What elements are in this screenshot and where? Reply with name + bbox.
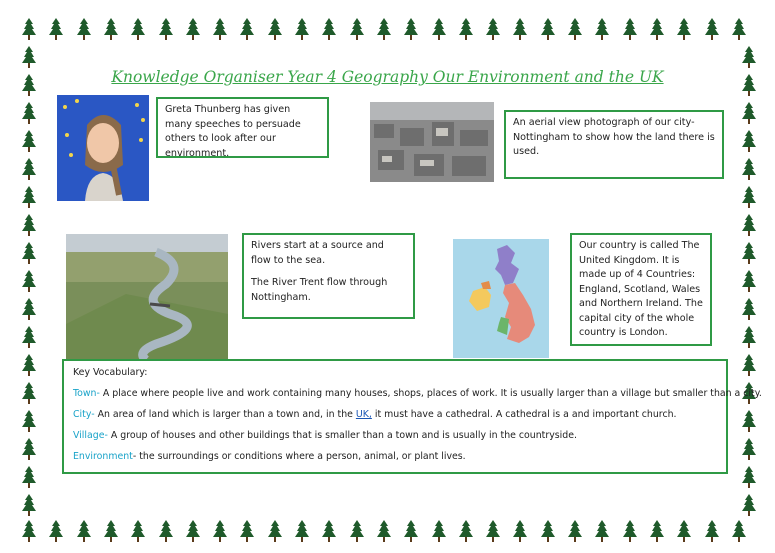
pine-tree-icon: [213, 18, 227, 40]
pine-tree-icon: [377, 520, 391, 542]
page-title: Knowledge Organiser Year 4 Geography Our Environment and the UK: [111, 68, 664, 86]
nottingham-info-box: [504, 110, 724, 179]
pine-tree-icon: [742, 214, 756, 236]
pine-tree-icon: [404, 18, 418, 40]
pine-tree-icon: [513, 520, 527, 542]
uk-link[interactable]: UK,: [355, 409, 372, 420]
vocab-city-def-a: An area of land which is larger than a town and, in the: [94, 409, 356, 420]
pine-tree-icon: [22, 466, 36, 488]
pine-tree-icon: [513, 18, 527, 40]
pine-tree-icon: [22, 354, 36, 376]
vocab-city-def-b: it must have a cathedral. A cathedral is a and important church.: [371, 409, 677, 420]
pine-tree-icon: [459, 18, 473, 40]
pine-tree-icon: [742, 466, 756, 488]
vocab-town-term: Town-: [73, 388, 100, 399]
greta-info-box: [156, 97, 329, 158]
pine-tree-icon: [22, 130, 36, 152]
pine-tree-icon: [486, 520, 500, 542]
greta-photo: [57, 95, 149, 201]
pine-tree-icon: [705, 18, 719, 40]
nottingham-text: An aerial view photograph of our city- Nottingham to show how the land there is used.: [513, 117, 715, 157]
pine-tree-icon: [742, 270, 756, 292]
country-info-box: [570, 233, 712, 346]
vocab-city-term: City-: [73, 409, 95, 420]
vocab-village-term: Village-: [73, 430, 108, 441]
river-trent-photo: [66, 234, 228, 360]
pine-tree-icon: [22, 242, 36, 264]
pine-tree-icon: [350, 520, 364, 542]
pine-tree-icon: [623, 18, 637, 40]
pine-tree-icon: [240, 18, 254, 40]
rivers-line-1: Rivers start at a source and flow to the sea.: [251, 240, 384, 266]
pine-tree-icon: [22, 382, 36, 404]
pine-tree-icon: [22, 18, 36, 40]
pine-tree-icon: [322, 520, 336, 542]
pine-tree-icon: [742, 130, 756, 152]
pine-tree-icon: [104, 520, 118, 542]
pine-tree-icon: [677, 18, 691, 40]
pine-tree-icon: [742, 326, 756, 348]
pine-tree-icon: [742, 438, 756, 460]
vocab-town-def: A place where people live and work containing many houses, shops, places of work. It is usually larger than a village but smaller than a city.: [99, 388, 762, 399]
pine-tree-icon: [732, 18, 746, 40]
pine-tree-icon: [186, 18, 200, 40]
pine-tree-icon: [623, 520, 637, 542]
pine-tree-icon: [541, 520, 555, 542]
pine-tree-icon: [322, 18, 336, 40]
pine-tree-icon: [432, 18, 446, 40]
pine-tree-icon: [22, 214, 36, 236]
pine-tree-icon: [268, 520, 282, 542]
pine-tree-icon: [22, 298, 36, 320]
pine-tree-icon: [22, 326, 36, 348]
pine-tree-icon: [49, 520, 63, 542]
pine-tree-icon: [705, 520, 719, 542]
pine-tree-icon: [732, 520, 746, 542]
pine-tree-icon: [22, 186, 36, 208]
pine-tree-icon: [486, 18, 500, 40]
pine-tree-icon: [131, 18, 145, 40]
pine-tree-icon: [742, 102, 756, 124]
vocab-environment-term: Environment: [73, 451, 133, 462]
pine-tree-icon: [350, 18, 364, 40]
pine-tree-icon: [131, 520, 145, 542]
pine-tree-icon: [22, 494, 36, 516]
vocab-heading: Key Vocabulary:: [73, 367, 148, 378]
pine-tree-icon: [22, 158, 36, 180]
pine-tree-icon: [22, 520, 36, 542]
vocab-village-def: A group of houses and other buildings that is smaller than a town and is usually in the countryside.: [107, 430, 577, 441]
pine-tree-icon: [186, 520, 200, 542]
pine-tree-icon: [104, 18, 118, 40]
greta-text: Greta Thunberg has given many speeches to persuade others to look after our environment.: [165, 104, 301, 159]
pine-tree-icon: [432, 520, 446, 542]
rivers-line-2: The River Trent flow through Nottingham.: [251, 277, 388, 303]
pine-tree-icon: [650, 18, 664, 40]
pine-tree-icon: [295, 520, 309, 542]
vocab-city: [73, 408, 717, 421]
vocab-environment: [73, 450, 717, 463]
vocab-town: [73, 387, 762, 400]
pine-tree-icon: [742, 158, 756, 180]
pine-tree-icon: [295, 18, 309, 40]
pine-tree-icon: [404, 520, 418, 542]
pine-tree-icon: [77, 520, 91, 542]
pine-tree-icon: [568, 520, 582, 542]
pine-tree-icon: [742, 410, 756, 432]
pine-tree-icon: [22, 410, 36, 432]
pine-tree-icon: [22, 102, 36, 124]
pine-tree-icon: [77, 18, 91, 40]
vocab-environment-def: - the surroundings or conditions where a person, animal, or plant lives.: [132, 451, 466, 462]
pine-tree-icon: [541, 18, 555, 40]
pine-tree-icon: [742, 494, 756, 516]
pine-tree-icon: [22, 438, 36, 460]
pine-tree-icon: [159, 18, 173, 40]
pine-tree-icon: [22, 270, 36, 292]
pine-tree-icon: [159, 520, 173, 542]
nottingham-aerial-photo: [370, 102, 494, 182]
pine-tree-icon: [49, 18, 63, 40]
pine-tree-icon: [22, 46, 36, 68]
pine-tree-icon: [677, 520, 691, 542]
pine-tree-icon: [595, 18, 609, 40]
pine-tree-icon: [742, 354, 756, 376]
pine-tree-icon: [742, 46, 756, 68]
pine-tree-icon: [213, 520, 227, 542]
pine-tree-icon: [742, 186, 756, 208]
uk-map-image: [453, 239, 549, 358]
pine-tree-icon: [459, 520, 473, 542]
pine-tree-icon: [595, 520, 609, 542]
country-text: Our country is called The United Kingdom. It is made up of 4 Countries: England, Scotland, Wales and Northern Ireland. The capital city of the whole country is London.: [579, 240, 703, 338]
vocab-village: [73, 429, 717, 442]
pine-tree-icon: [742, 298, 756, 320]
key-vocabulary-box: [62, 359, 762, 474]
rivers-info-box: [242, 233, 415, 319]
pine-tree-icon: [268, 18, 282, 40]
pine-tree-icon: [377, 18, 391, 40]
pine-tree-icon: [240, 520, 254, 542]
pine-tree-icon: [650, 520, 664, 542]
pine-tree-icon: [742, 242, 756, 264]
pine-tree-icon: [568, 18, 582, 40]
